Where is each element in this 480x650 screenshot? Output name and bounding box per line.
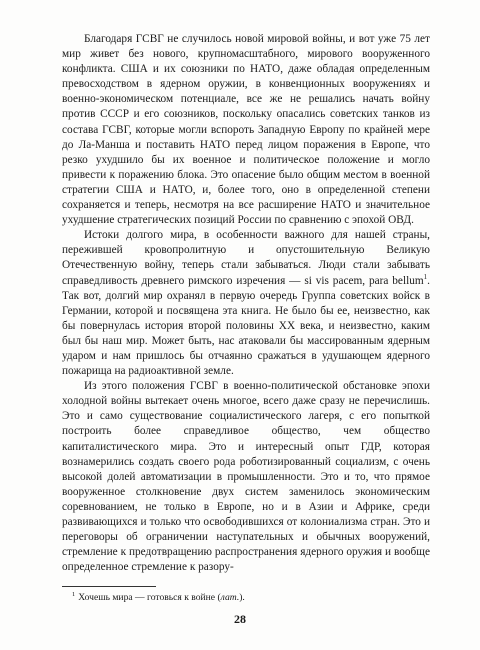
footnote-mark: 1 — [72, 590, 76, 598]
paragraph-2 — [62, 228, 430, 379]
footnote-reference[interactable]: 1 — [423, 272, 428, 281]
paragraph-2-text-after-note: . Так вот, долгий мир охранял в первую очередь Группа советских войск в Германии, которой и посвящена эта книга. Не было бы ее, неизвестно, как бы повернулась история второй половины XX века, и неизвестно, каким был бы наш мир. Может быть, нас атаковали бы массированным ядерным ударом и нам пришлось бы отчаянно сражаться в удушающем ядерного пожарища на радиоактивной земле. — [62, 274, 430, 378]
paragraph-3: Из этого положения ГСВГ в военно-политической обстановке эпохи холодной войны вытекает очень многое, всего даже сразу не перечислишь. Это и само существование социалистического лагеря, с его попыткой построить более справедливое общество, чем общество капиталистического мира. Это и интересный опыт ГДР, которая вознамерились создать своего рода роботизированный социализм, с очень высокой долей автоматизации в промышленности. Это и то, что прямое вооруженное столкновение двух систем заменилось экономическим соревнованием, не только в Европе, но и в Азии и Африке, среди развивающихся и только что освободившихся от колониализма стран. Это и переговоры об ограничении наступательных и обычных вооружений, стремление к предотвращению распространения ядерного оружия и вообще определенное стремление к разору- — [62, 380, 430, 574]
main-text — [62, 32, 430, 575]
footnote-text: Хочешь мира — готовься к войне ( — [78, 592, 221, 603]
paragraph-1: Благодаря ГСВГ не случилось новой мировой войны, и вот уже 75 лет мир живет без нового, крупномасштабного, мирового вооруженного конфликта. США и их союзники по НАТО, даже обладая определенным превосходством в ядерном оружии, в конвенционных вооружениях и военно-экономическом потенциале, все же не решались начать войну против СССР и его союзников, поскольку опасались советских танков из состава ГСВГ, которые могли вспороть Западную Европу по крайней мере до Ла-Манша и поставить НАТО перед лицом поражения в Европе, что резко ухудшило бы их военное и политическое положение и могло привести к поражению блока. Это опасение было общим местом в военной стратегии США и НАТО, и, более того, оно в определенной степени сохраняется и теперь, несмотря на все расширение НАТО и значительное ухудшение стратегических позиций России по сравнению с эпохой ОВД. — [62, 33, 430, 227]
footnote — [72, 592, 432, 604]
page-number: 28 — [234, 612, 246, 626]
footnote-language: лат. — [220, 592, 240, 603]
paragraph-2-text-before-note: Истоки долгого мира, в особенности важного для нашей страны, пережившей кровопролитную и опустошительную Великую Отечественную войну, теперь стали забываться. Люди стали забывать справедливость древнего римского изречения — si vis pacem, para bellum — [62, 229, 430, 287]
footnote-close: ). — [239, 592, 245, 603]
footnote-divider — [62, 586, 156, 587]
